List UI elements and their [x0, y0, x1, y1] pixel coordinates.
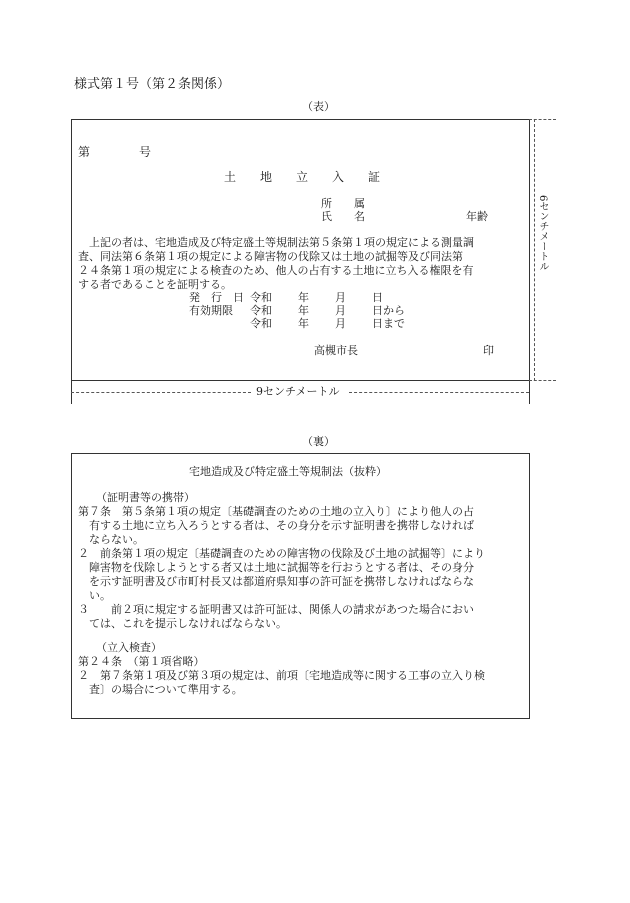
issue-year: 年	[298, 291, 309, 304]
validity-until-year: 年	[298, 317, 309, 330]
height-note: 6センチメートル	[537, 195, 548, 272]
validity-from-era: 令和	[250, 304, 272, 317]
law-line: 第７条 第５条第１項の規定〔基礎調査のための土地の立入り〕により他人の占	[78, 505, 474, 518]
form-title: 様式第１号（第２条関係）	[74, 77, 231, 92]
seal-mark: 印	[483, 344, 494, 357]
law-line: 査〕の場合について準用する。	[78, 683, 243, 696]
name-label: 氏 名	[321, 210, 365, 223]
validity-until-day: 日まで	[372, 317, 405, 330]
affiliation-label: 所 属	[321, 197, 365, 210]
validity-from-day: 日から	[372, 304, 405, 317]
law-line: ２ 前条第１項の規定〔基礎調査のための障害物の伐除及び土地の試掘等〕により	[78, 547, 485, 560]
law-line: ては、これを提示しなければならない。	[78, 617, 287, 630]
issuer-mayor: 高槻市長	[314, 344, 358, 357]
issue-day: 日	[372, 291, 383, 304]
issue-date-label: 発 行 日	[189, 291, 244, 304]
width-note: 9センチメートル	[256, 385, 340, 398]
number-prefix: 第	[78, 145, 91, 159]
law-line: を示す証明書及び市町村長又は都道府県知事の許可証を携帯しなければならな	[78, 575, 474, 588]
law-line: 第２４条 （第１項省略）	[78, 655, 205, 668]
front-label: （表）	[302, 100, 335, 113]
validity-from-year: 年	[298, 304, 309, 317]
issue-month: 月	[335, 291, 346, 304]
validity-from-month: 月	[335, 304, 346, 317]
certificate-body	[78, 236, 474, 292]
validity-label: 有効期限	[189, 304, 233, 317]
law-line: ３ 前２項に規定する証明書又は許可証は、関係人の請求があつた場合におい	[78, 603, 474, 616]
law-line: ２ 第７条第１項及び第３項の規定は、前項〔宅地造成等に関する工事の立入り検	[78, 669, 485, 682]
law-title: 宅地造成及び特定盛土等規制法（抜粋）	[189, 465, 387, 478]
section2-heading: （立入検査）	[96, 641, 162, 654]
body-line: ２４条第１項の規定による検査のため、他人の占有する土地に立ち入る権限を有	[78, 264, 474, 277]
law-line: ならない。	[78, 533, 144, 546]
validity-until-era: 令和	[250, 317, 272, 330]
validity-until-month: 月	[335, 317, 346, 330]
number-suffix: 号	[139, 145, 152, 159]
law-line: 障害物を伐除しようとする者又は土地に試掘等を行おうとする者は、その身分	[78, 561, 474, 574]
age-label: 年齢	[466, 210, 488, 223]
law-line: 有する土地に立ち入ろうとする者は、その身分を示す証明書を携帯しなければ	[78, 519, 474, 532]
issue-era: 令和	[250, 291, 272, 304]
back-label: （裏）	[302, 435, 335, 448]
certificate-title: 土 地 立 入 証	[224, 170, 381, 184]
law-line: い。	[78, 589, 111, 602]
section1-heading: （証明書等の携帯）	[96, 491, 195, 504]
section1-text	[78, 505, 485, 631]
body-line: 上記の者は、宅地造成及び特定盛土等規制法第５条第１項の規定による測量調	[78, 236, 474, 249]
body-line: する者であることを証明する。	[78, 278, 232, 291]
body-line: 査、同法第６条第１項の規定による障害物の伐除又は土地の試掘等及び同法第	[78, 250, 463, 263]
section2-text	[78, 655, 485, 697]
